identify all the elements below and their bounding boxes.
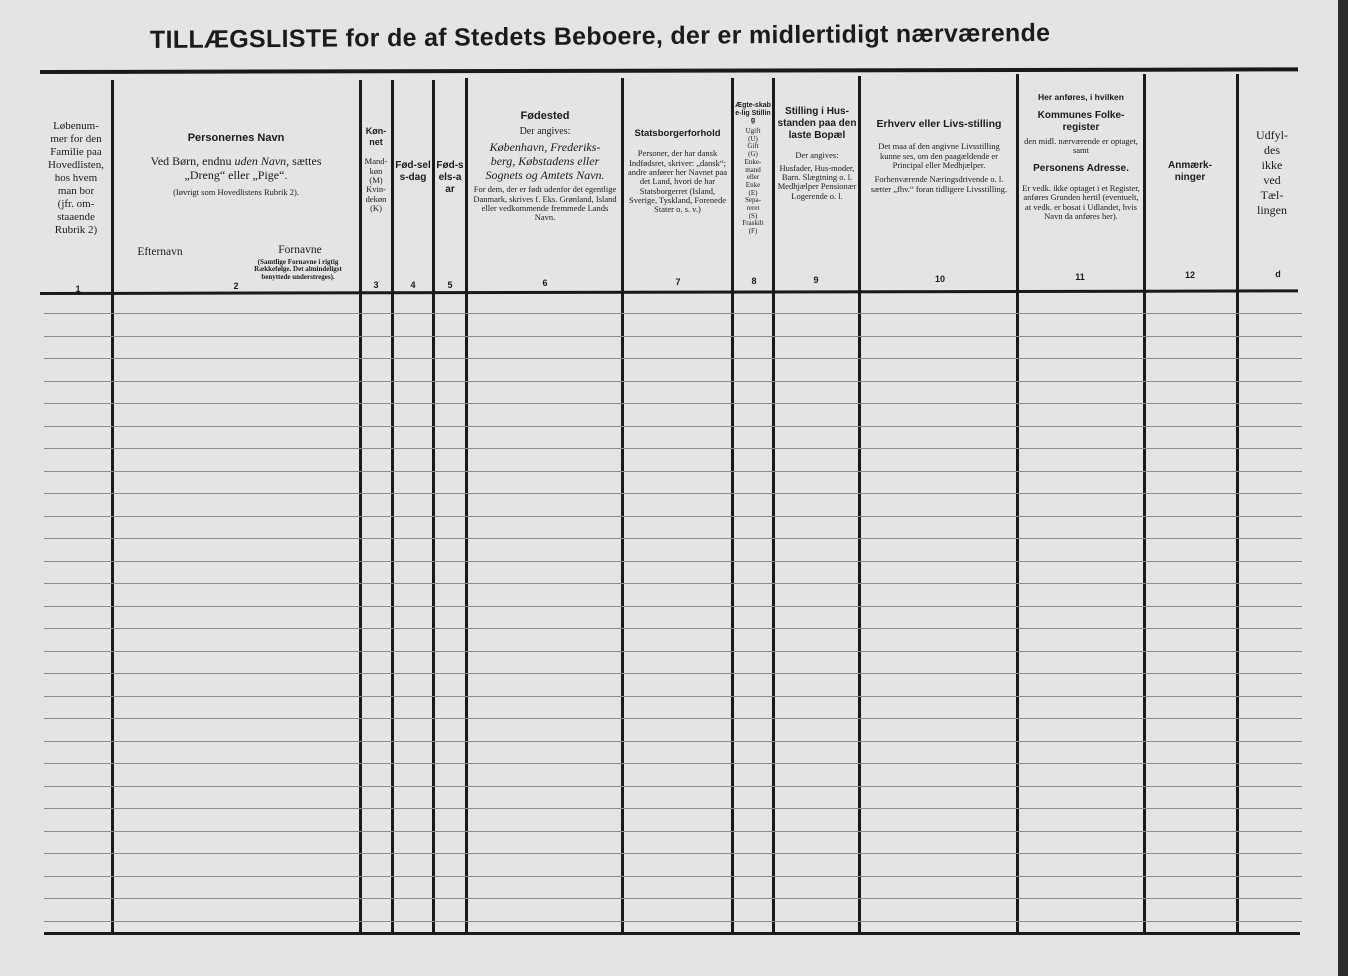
col6-italic: Sognets og Amtets Navn. <box>485 168 605 183</box>
col8-line: eller <box>746 173 760 182</box>
row-rule <box>44 426 1302 427</box>
cold-line: Tæl- <box>1260 188 1284 202</box>
row-rule <box>44 538 1302 539</box>
cold-line: ved <box>1263 173 1281 187</box>
row-rule <box>44 853 1302 854</box>
col8-line: (E) <box>748 188 758 197</box>
col1-line: Familie paa <box>50 145 102 158</box>
col10-header <box>870 118 1008 194</box>
col3-line: Mand- <box>364 156 388 167</box>
divider-8 <box>772 78 775 932</box>
col11-top: Her anføres, i hvilken <box>1038 92 1124 102</box>
divider-7 <box>731 78 734 932</box>
col3-line: dekøn <box>365 193 387 204</box>
divider-12 <box>1236 74 1239 932</box>
col1-line: Løbenum- <box>53 120 99 132</box>
row-rule <box>44 583 1302 584</box>
col2-note: (Iøvrigt som Hovedlistens Rubrik 2). <box>173 187 299 198</box>
col2-line2: „Dreng“ eller „Pige“. <box>184 168 288 183</box>
col8-line: Enke <box>745 180 761 189</box>
col8-line: mand <box>745 165 761 174</box>
col9-body: Husfader, Hus-moder, Barn. Slægtning o. l. Medhjælper Pensionær Logerende o. l. <box>777 162 857 201</box>
row-rule <box>44 336 1302 337</box>
col2-line1-end: sættes <box>292 153 322 168</box>
divider-3 <box>391 80 394 932</box>
row-rule <box>44 763 1302 764</box>
col8-header <box>735 102 771 236</box>
col1-line: Hovedlisten, <box>48 158 104 171</box>
column-number: 10 <box>934 274 945 284</box>
col8-line: (S) <box>748 211 758 220</box>
row-rule <box>44 651 1302 652</box>
row-rule <box>44 606 1302 607</box>
divider-5 <box>465 78 468 932</box>
scan-edge <box>1338 0 1348 976</box>
row-rule <box>44 831 1302 832</box>
col4-header <box>395 160 431 184</box>
col8-line: Ugift <box>745 127 761 136</box>
row-rule <box>44 403 1302 404</box>
cold-header <box>1240 128 1304 218</box>
col6-sub: Der angives: <box>519 125 571 137</box>
divider-4 <box>432 80 435 932</box>
col6-italic: berg, Købstadens eller <box>490 153 600 168</box>
col1-header <box>42 120 110 237</box>
col9-heading: Stilling i Hus-standen paa den laste Bopæl <box>777 106 857 141</box>
col2-forenames-note: (Samtlige Fornavne i rigtig Rækkefølge. Det almindeligst benyttede understreges). <box>254 258 342 281</box>
row-rule <box>44 561 1302 562</box>
column-number: 7 <box>675 277 681 287</box>
column-number: 12 <box>1184 270 1195 280</box>
divider-6 <box>621 78 624 932</box>
col6-italic: København, Frederiks- <box>489 139 601 154</box>
divider-11 <box>1143 74 1146 932</box>
col1-line: staaende <box>57 210 95 223</box>
col2-line1: Ved Børn, endnu <box>150 153 232 168</box>
col8-line: (F) <box>748 227 758 235</box>
col3-heading: Køn-net <box>365 126 387 147</box>
column-number: 2 <box>233 281 239 291</box>
divider-1 <box>111 80 114 932</box>
col1-line: Rubrik 2) <box>54 223 98 236</box>
header-top-line <box>40 67 1298 74</box>
divider-9 <box>858 76 861 932</box>
row-rule <box>44 741 1302 742</box>
row-rule <box>44 921 1302 922</box>
column-number: 5 <box>447 280 453 290</box>
col2-surname-label: Efternavn <box>137 246 183 258</box>
col11-mid: den midl. nærværende er optaget, samt <box>1024 135 1138 155</box>
col3-line: (K) <box>370 202 382 213</box>
row-rule <box>44 673 1302 674</box>
row-rule <box>44 898 1302 899</box>
col8-line: Enke- <box>744 157 762 166</box>
column-number: 1 <box>75 284 81 294</box>
col11-heading2: Personens Adresse. <box>1033 163 1129 175</box>
table-bottom-line <box>44 932 1300 935</box>
divider-10 <box>1016 74 1019 932</box>
col3-line: Kvin- <box>366 184 386 195</box>
cold-line: ikke <box>1261 158 1283 172</box>
column-number: 8 <box>751 276 757 286</box>
column-number: 6 <box>542 278 548 288</box>
col10-body1: Det maa af den angivne Livsstilling kunne ses, om den paagældende er Principal eller Medhjælper. <box>878 141 1000 171</box>
row-rule <box>44 381 1302 382</box>
column-number: 9 <box>813 275 819 285</box>
col2-heading: Personernes Navn <box>187 132 285 144</box>
col6-header <box>471 110 619 223</box>
row-rule <box>44 808 1302 809</box>
col5-heading: Fød-sels-aar <box>436 160 464 195</box>
col11-heading: Kommunes Folke-register <box>1037 110 1125 133</box>
col2-header <box>116 132 356 198</box>
col8-line: Gift <box>747 142 759 151</box>
col8-line: (U) <box>748 134 758 143</box>
col9-header <box>777 106 857 201</box>
col11-header <box>1021 92 1141 221</box>
col8-line: Sepa- <box>745 196 761 205</box>
cold-line: des <box>1264 143 1280 157</box>
col10-heading: Erhverv eller Livs-stilling <box>876 118 1002 130</box>
col10-body2: Forhenværende Næringsdrivende o. l. sætter „fhv.“ foran tidligere Livsstilling. <box>870 174 1008 194</box>
row-rule <box>44 696 1302 697</box>
col8-line: reret <box>746 203 760 212</box>
row-rule <box>44 493 1302 494</box>
col5-header <box>436 160 464 195</box>
col1-line: hos hvem <box>54 171 98 184</box>
col6-body: For dem, der er født udenfor det egentlige Danmark, skrives f. Eks. Grønland, Island eller vedkommende fremmede Lands Navn. <box>473 184 617 223</box>
col7-header <box>625 128 730 215</box>
col1-line: (jfr. om- <box>57 197 95 210</box>
col8-heading: Ægte-skabe-lig Stilling <box>735 102 771 125</box>
col2-forenames-label: Fornavne <box>278 244 322 256</box>
column-number: 4 <box>410 280 416 290</box>
row-rule <box>44 313 1302 314</box>
col6-heading: Fødested <box>520 110 570 122</box>
row-rule <box>44 628 1302 629</box>
row-rule <box>44 471 1302 472</box>
col7-heading: Statsborgerforhold <box>634 128 721 139</box>
cold-line: Udfyl- <box>1256 128 1288 142</box>
col3-line: køn <box>369 165 383 176</box>
column-number: 3 <box>373 280 379 290</box>
column-number: 11 <box>1075 272 1085 282</box>
form-title: TILLÆGSLISTE for de af Stedets Beboere, der er midlertidigt nærværende <box>149 18 1051 54</box>
col1-line: mer for den <box>50 132 102 145</box>
row-rule <box>44 516 1302 517</box>
col7-body: Personer, der har dansk Indfødsret, skriver: „dansk“; andre anfører her Navnet paa det Land, hvori de har Statsborgerret (Island, Sverige, Tyskland, Forenede Stater o. s. v.) <box>627 148 728 215</box>
row-rule <box>44 448 1302 449</box>
col8-line: (G) <box>748 150 758 159</box>
row-rule <box>44 876 1302 877</box>
cold-line: lingen <box>1257 203 1287 217</box>
col3-line: (M) <box>369 174 383 185</box>
col3-header <box>362 126 390 213</box>
col11-body: Er vedk. ikke optaget i et Register, anføres Grunden hertil (eventuelt, at vedk. er bosat i Udlandet, hvis Navn da anføres her). <box>1022 183 1140 222</box>
col4-heading: Fød-sels-dag <box>395 160 431 183</box>
row-rule <box>44 786 1302 787</box>
col2-line1-italic: uden Navn, <box>234 153 290 168</box>
col12-heading: Anmærk-ninger <box>1168 160 1212 183</box>
row-rule <box>44 358 1302 359</box>
col12-header <box>1160 160 1220 184</box>
row-rule <box>44 718 1302 719</box>
column-number: d <box>1275 269 1281 279</box>
col9-sub: Der angives: <box>795 150 839 161</box>
col8-line: Fraskilt <box>742 219 764 228</box>
col1-line: man bor <box>57 184 95 197</box>
